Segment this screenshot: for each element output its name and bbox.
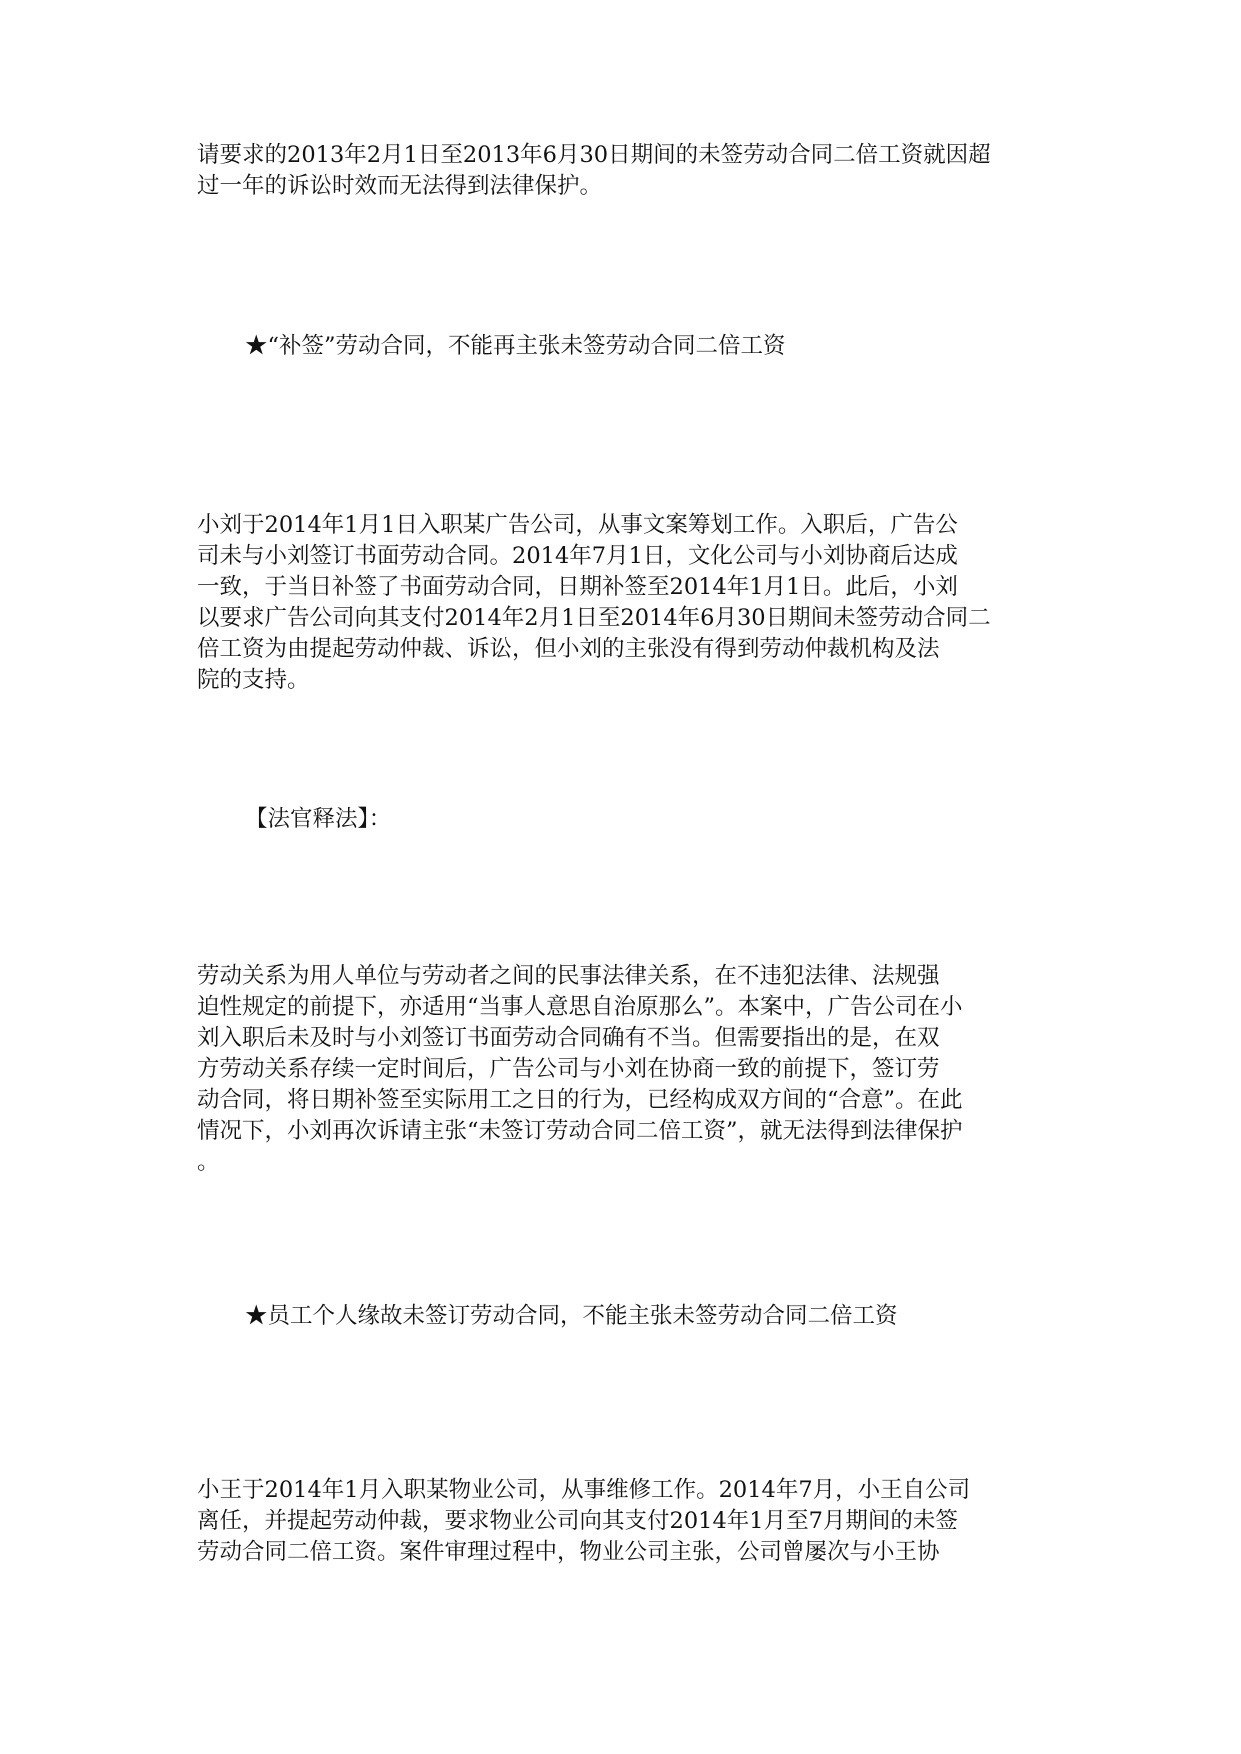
text-line: 以要求广告公司向其支付2014年2月1日至2014年6月30日期间未签劳动合同二 (197, 605, 991, 631)
text-line: 劳动关系为用人单位与劳动者之间的民事法律关系，在不违犯法律、法规强 (197, 963, 940, 989)
text-line: 。 (197, 1149, 220, 1175)
paragraph-statute-limitation (197, 140, 1057, 202)
text-line: 一致，于当日补签了书面劳动合同，日期补签至2014年1月1日。此后，小刘 (197, 574, 958, 600)
paragraph-case-xiaoliu (197, 510, 1057, 696)
heading-line: ★“补签”劳动合同，不能再主张未签劳动合同二倍工资 (245, 333, 786, 359)
section-heading-judge-explanation (245, 804, 1105, 835)
text-line: 倍工资为由提起劳动仲裁、诉讼，但小刘的主张没有得到劳动仲裁机构及法 (197, 636, 940, 662)
text-line: 刘入职后未及时与小刘签订书面劳动合同确有不当。但需要指出的是，在双 (197, 1025, 940, 1051)
text-line: 劳动合同二倍工资。案件审理过程中，物业公司主张，公司曾屡次与小王协 (197, 1539, 940, 1565)
heading-line: 【法官释法】： (245, 806, 392, 832)
text-line: 请要求的2013年2月1日至2013年6月30日期间的未签劳动合同二倍工资就因超 (197, 142, 991, 168)
text-line: 过一年的诉讼时效而无法得到法律保护。 (197, 173, 603, 199)
section-heading-employee-reason (245, 1301, 1105, 1332)
text-line: 方劳动关系存续一定时间后，广告公司与小刘在协商一致的前提下，签订劳 (197, 1056, 940, 1082)
text-line: 院的支持。 (197, 667, 310, 693)
paragraph-legal-analysis (197, 961, 1057, 1178)
paragraph-case-xiaowang (197, 1475, 1057, 1568)
text-line: 迫性规定的前提下，亦适用“当事人意思自治原那么”。本案中，广告公司在小 (197, 994, 963, 1020)
text-line: 离任，并提起劳动仲裁，要求物业公司向其支付2014年1月至7月期间的未签 (197, 1508, 958, 1534)
text-line: 情况下，小刘再次诉请主张“未签订劳动合同二倍工资”，就无法得到法律保护 (197, 1118, 963, 1144)
heading-line: ★员工个人缘故未签订劳动合同，不能主张未签劳动合同二倍工资 (245, 1303, 898, 1329)
text-line: 小刘于2014年1月1日入职某广告公司，从事文案筹划工作。入职后，广告公 (197, 512, 958, 538)
text-line: 小王于2014年1月入职某物业公司，从事维修工作。2014年7月，小王自公司 (197, 1477, 971, 1503)
text-line: 动合同，将日期补签至实际用工之日的行为，已经构成双方间的“合意”。在此 (197, 1087, 963, 1113)
text-line: 司未与小刘签订书面劳动合同。2014年7月1日，文化公司与小刘协商后达成 (197, 543, 958, 569)
section-heading-supplementary-contract (245, 331, 1105, 362)
